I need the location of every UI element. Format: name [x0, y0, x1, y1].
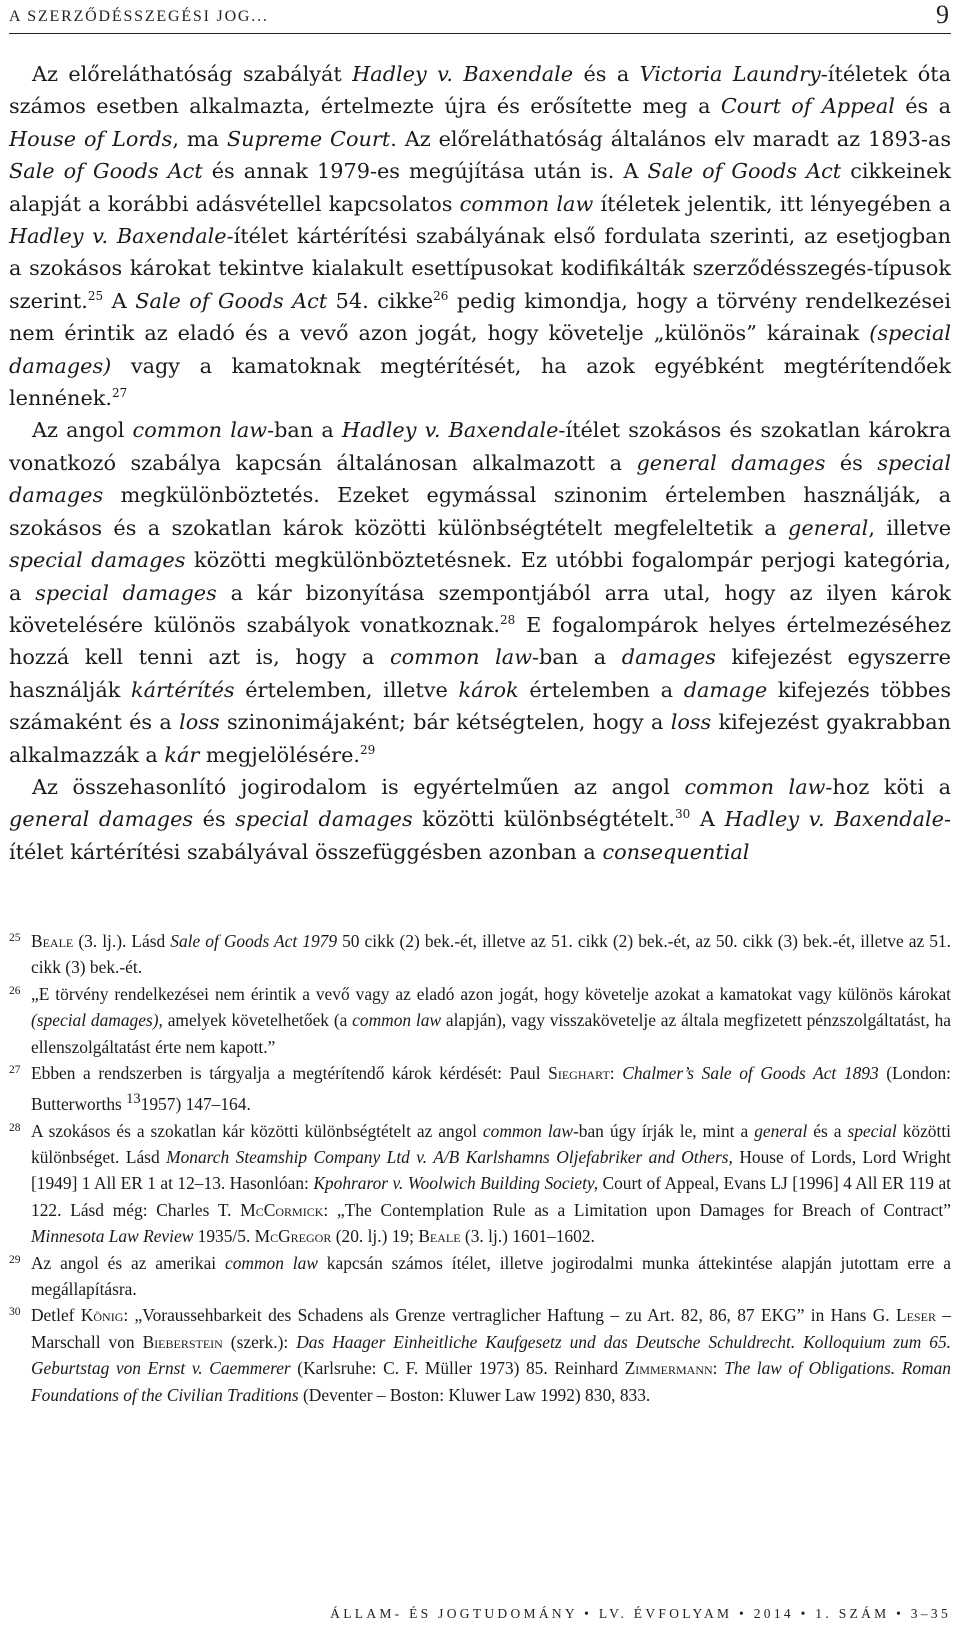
- italic-run: kár: [164, 742, 200, 767]
- text-run: (3. lj.) 1601–1602.: [460, 1226, 595, 1247]
- italic-run: common law: [352, 1010, 442, 1031]
- text-run: kifejezést egyszerre használják: [9, 645, 951, 702]
- text-run: A: [103, 288, 136, 313]
- text-run: kifejezést gyakrabban alkalmazzák a: [9, 710, 952, 767]
- italic-run: common law: [482, 1120, 573, 1141]
- author-name: König: [80, 1305, 124, 1326]
- text-run: kapcsán számos ítélet, illetve jogirodalmi munka áttekintése alapján jutottam erre a megállapításra.: [31, 1252, 951, 1300]
- italic-run: special damages: [9, 548, 186, 573]
- text-run: pedig kimondja, hogy a törvény rendelkezései nem érintik az eladó és a vevő azon jogát, hogy követelje „különös” kárainak: [9, 288, 952, 346]
- page-number: 9: [936, 0, 949, 29]
- text-run: E fogalompárok helyes értelmezéséhez hozzá kell tenni azt is, hogy a: [9, 612, 951, 670]
- text-run: : „The Contemplation Rule as a Limitation upon Damages for Breach of Contract”: [323, 1199, 951, 1220]
- italic-run: Hadley v. Baxendale: [341, 418, 559, 443]
- text-run: A: [690, 807, 725, 832]
- body-paragraph: [9, 58, 951, 414]
- text-run: Ebben a rendszerben is tárgyalja a megtérítendő károk kérdését: Paul: [31, 1063, 549, 1084]
- italic-run: consequential: [602, 839, 750, 864]
- footnote-ref: 30: [674, 807, 691, 822]
- italic-run: Chalmer’s Sale of Goods Act 1893: [622, 1063, 879, 1084]
- italic-run: (special damages): [9, 321, 951, 378]
- italic-run: Kpohraror v. Woolwich Building Society,: [313, 1173, 599, 1194]
- footnote-text: [31, 1305, 951, 1404]
- text-run: és: [825, 450, 878, 475]
- text-run: kifejezés többes számaként és a: [9, 677, 951, 735]
- italic-run: kártérítés: [131, 677, 235, 702]
- text-run: -ítéletek óta számos esetben alkalmazta, értelmezte újra és erősítette meg a: [9, 62, 951, 119]
- text-run: :: [609, 1063, 623, 1084]
- footnotes: [9, 928, 951, 1408]
- body-paragraph: [9, 414, 951, 770]
- italic-run: Sale of Goods Act: [647, 159, 842, 184]
- text-run: ítéletek jelentik, itt lényegében a: [593, 191, 951, 216]
- text-run: -ítélet szokásos és szokatlan károkra vonatkozó szabálya kapcsán általánosan alkalmazott a: [9, 418, 951, 475]
- italic-run: loss: [670, 710, 712, 735]
- running-title: A SZERZŐDÉSSZEGÉSI JOG...: [9, 8, 269, 25]
- italic-run: general: [754, 1120, 808, 1141]
- text-run: -ban úgy írják le, mint a: [572, 1120, 755, 1141]
- footnote: [9, 981, 951, 1060]
- text-run: , amelyek követelhetőek (a: [158, 1010, 353, 1031]
- italic-run: Sale of Goods Act: [9, 159, 203, 184]
- text-run: Az előreláthatóság szabályát: [32, 62, 353, 86]
- author-name: Zimmermann: [624, 1358, 713, 1379]
- text-run: cikkeinek alapját a korábbi adásvétellel kapcsolatos: [9, 159, 951, 216]
- italic-run: damages: [621, 645, 716, 670]
- text-run: Detlef: [31, 1305, 81, 1326]
- footnote-text: [31, 1253, 951, 1299]
- text-run: A szokásos és a szokatlan kár közötti különbségtételt az angol: [31, 1120, 483, 1141]
- body-paragraph: [9, 771, 951, 868]
- footnote: [9, 928, 951, 981]
- text-run: 54. cikke: [327, 288, 434, 313]
- text-run: -ban a: [532, 645, 622, 670]
- text-run: (20. lj.) 19;: [331, 1226, 419, 1247]
- footnote-ref: 27: [111, 386, 128, 401]
- footnote: [9, 1118, 951, 1250]
- footnote: [9, 1250, 951, 1303]
- text-run: 50 cikk (2) bek.-ét, illetve az 51. cikk (2) bek.-ét, az 50. cikk (3) bek.-ét, illetve az 51. cikk (3) bek.-ét.: [31, 931, 951, 978]
- footnote-number: 25: [9, 932, 21, 944]
- italic-run: special damages: [35, 580, 217, 605]
- italic-run: House of Lords: [9, 126, 173, 151]
- main-text: [9, 58, 951, 868]
- author-name: Leser: [895, 1305, 936, 1326]
- italic-run: Hadley v. Baxendale: [352, 62, 574, 86]
- text-run: a kár bizonyítása szempontjából arra utal, hogy az ilyen károk követelésére különös szabályok vonatkoznak.: [9, 580, 951, 637]
- italic-run: Hadley v. Baxendale: [9, 224, 227, 249]
- italic-run: loss: [179, 710, 220, 735]
- text-run: Az összehasonlító jogirodalom is egyértelműen az angol: [32, 774, 685, 799]
- author-name: Beale: [31, 931, 74, 951]
- text-run: közötti megkülönböztetésnek. Ez utóbbi fogalompár perjogi kategória, a: [9, 548, 951, 605]
- footnote-ref: 28: [500, 612, 516, 627]
- italic-run: (special damages): [31, 1010, 159, 1031]
- text-run: vagy a kamatoknak megtérítését, ha azok egyébként megtérítendőek lennének.: [9, 353, 951, 411]
- author-name: McCormick: [240, 1199, 324, 1220]
- text-run: -ítélet kártérítési szabályának első fordulata szerinti, az esetjogban a szokásos károkat tekintve kialakult esettípusokat kodifikálták szerződésszegés-típusok szerint.: [9, 224, 951, 313]
- footnote-text: [31, 1121, 951, 1247]
- text-run: értelemben, illetve: [234, 677, 459, 702]
- footnote-number: 30: [9, 1306, 21, 1319]
- footnote: [9, 1060, 951, 1118]
- text-run: 1935/5.: [193, 1226, 255, 1247]
- text-run: :: [712, 1358, 725, 1379]
- footnote: [9, 1302, 951, 1408]
- italic-run: special damages: [9, 450, 951, 508]
- italic-run: general: [788, 515, 869, 540]
- italic-run: special damages: [235, 807, 413, 832]
- footnote-text: [31, 984, 951, 1057]
- text-run: : „Voraussehbarkeit des Schadens als Grenze vertraglicher Haftung – zu Art. 82, 86, 87 EKG” in Hans G.: [123, 1305, 896, 1326]
- footnote-ref: 26: [433, 288, 449, 303]
- text-run: és: [193, 807, 236, 832]
- italic-run: Sale of Goods Act 1979: [170, 931, 338, 951]
- text-run: , ma: [172, 126, 227, 151]
- footnote-text: [31, 931, 951, 977]
- italic-run: Monarch Steamship Company Ltd v. A/B Karlshamns Oljefabriker and Others,: [166, 1147, 733, 1168]
- italic-run: Victoria Laundry: [639, 62, 821, 86]
- text-run: (szerk.):: [222, 1331, 297, 1352]
- italic-run: Hadley v. Baxendale: [724, 807, 944, 832]
- text-run: és annak 1979-es megújítása után is. A: [202, 159, 648, 184]
- text-run: megjelölésére.: [199, 742, 360, 767]
- italic-run: The law of Obligations. Roman Foundations of the Civilian Traditions: [31, 1358, 951, 1405]
- footnote-number: 28: [9, 1121, 21, 1134]
- text-run: 1957) 147–164.: [140, 1094, 251, 1115]
- text-run: -hoz köti a: [825, 774, 951, 799]
- author-name: Sieghart: [548, 1063, 610, 1084]
- italic-run: Sale of Goods Act: [135, 288, 328, 313]
- text-run: . Az előreláthatóság általános elv maradt az 1893-as: [390, 126, 952, 151]
- footnote-number: 26: [9, 984, 21, 997]
- text-run: szinonimájaként; bár kétségtelen, hogy a: [219, 710, 671, 735]
- italic-run: Court of Appeal: [720, 94, 895, 119]
- text-run: „E törvény rendelkezései nem érintik a vevő vagy az eladó azon jogát, hogy követelje azokat a kamatokat vagy különös károkat: [31, 983, 951, 1004]
- italic-run: common law: [225, 1252, 318, 1273]
- text-run: alapján), vagy visszakövetelje az általa megfizetett pénzszolgáltatást, ha ellenszolgáltatást érte nem kapott.”: [31, 1010, 951, 1057]
- footnote-text: [31, 1063, 951, 1114]
- italic-run: common law: [132, 418, 268, 443]
- italic-run: Supreme Court: [226, 126, 391, 151]
- text-run: (3. lj.). Lásd: [73, 931, 171, 951]
- italic-run: damage: [683, 677, 768, 702]
- text-run: és a: [807, 1120, 848, 1141]
- footnote-ref: 29: [360, 742, 376, 757]
- footnote-number: 29: [9, 1253, 21, 1266]
- text-run: Az angol és az amerikai: [31, 1252, 226, 1273]
- author-name: McGregor: [254, 1226, 332, 1247]
- italic-run: general damages: [9, 807, 194, 832]
- italic-run: general damages: [636, 450, 826, 475]
- footnote-ref: 13: [126, 1091, 141, 1108]
- text-run: közötti különbséget. Lásd: [31, 1120, 951, 1168]
- italic-run: common law: [459, 191, 594, 216]
- text-run: Court of Appeal, Evans LJ [1996] 4 All ER 119 at 122. Lásd még: Charles T.: [31, 1173, 951, 1220]
- text-run: -ítélet kártérítési szabályával összefüggésben azonban a: [9, 807, 952, 864]
- italic-run: common law: [684, 774, 826, 799]
- italic-run: special: [847, 1120, 897, 1141]
- italic-run: common law: [389, 645, 532, 670]
- italic-run: Das Haager Einheitliche Kaufgesetz und das Deutsche Schuldrecht. Kolloquium zum 65. Geburtstag von Ernst v. Caemmerer: [31, 1331, 951, 1379]
- footnote-number: 27: [9, 1064, 21, 1077]
- author-name: Beale: [418, 1226, 461, 1247]
- text-run: értelemben a: [518, 677, 684, 702]
- text-run: -ban a: [267, 418, 342, 443]
- italic-run: károk: [458, 677, 519, 702]
- text-run: (Karlsruhe: C. F. Müller 1973) 85. Reinhard: [290, 1358, 625, 1379]
- text-run: közötti különbségtételt.: [412, 807, 675, 832]
- text-run: House of Lords, Lord Wright [1949] 1 All ER 1 at 12–13. Hasonlóan:: [31, 1147, 951, 1194]
- text-run: (Deventer – Boston: Kluwer Law 1992) 830, 833.: [298, 1384, 651, 1405]
- text-run: megkülönböztetés. Ezeket egymással szinonim értelemben használják, a szokásos és a szokatlan károk közötti különbségtételt megfeleltetik a: [9, 483, 951, 540]
- text-run: és a: [573, 62, 640, 86]
- text-run: , illetve: [868, 515, 952, 540]
- author-name: Bieberstein: [142, 1331, 223, 1352]
- text-run: Az angol: [32, 418, 133, 443]
- italic-run: Minnesota Law Review: [31, 1226, 194, 1247]
- page-footer: ÁLLAM- ÉS JOGTUDOMÁNY • LV. ÉVFOLYAM • 2014 • 1. SZÁM • 3–35: [330, 1606, 951, 1621]
- footnote-ref: 25: [87, 288, 104, 303]
- text-run: – Marschall von: [31, 1305, 951, 1352]
- text-run: és a: [894, 94, 951, 119]
- page-header: [9, 0, 951, 34]
- text-run: (London: Butterworths: [31, 1063, 951, 1115]
